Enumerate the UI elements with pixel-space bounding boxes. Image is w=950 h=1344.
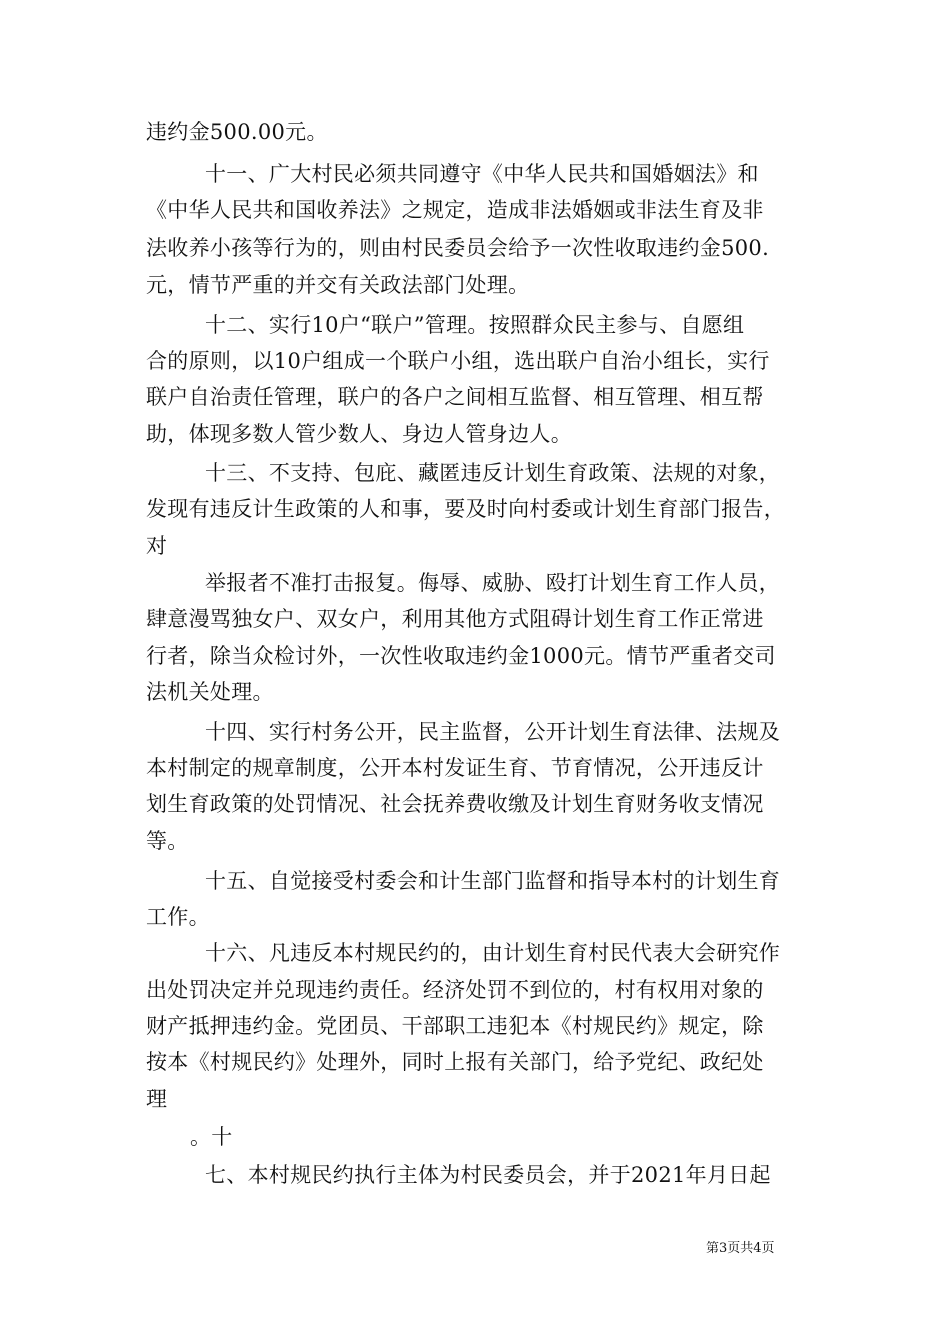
text-line: 十六、凡违反本村规民约的，由计划生育村民代表大会研究作 — [205, 941, 781, 965]
text-line: 十五、自觉接受村委会和计生部门监督和指导本村的计划生育 — [205, 869, 781, 893]
text-line: 合的原则，以10户组成一个联户小组，选出联户自治小组长，实行 — [146, 349, 770, 373]
text-line: 财产抵押违约金。党团员、干部职工违犯本《村规民约》规定，除 — [146, 1014, 764, 1038]
text-line: 本村制定的规章制度，公开本村发证生育、节育情况，公开违反计 — [146, 756, 764, 780]
text-line: 肆意漫骂独女户、双女户，利用其他方式阻碍计划生育工作正常进 — [146, 607, 764, 631]
text-line: 发现有违反计生政策的人和事，要及时向村委或计划生育部门报告， — [146, 497, 785, 521]
page-number: 第3页共4页 — [706, 1241, 775, 1256]
text-line: 工作。 — [146, 905, 210, 929]
text-line: 十二、实行10户“联户”管理。按照群众民主参与、自愿组 — [205, 313, 745, 337]
text-line: 十一、广大村民必须共同遵守《中华人民共和国婚姻法》和 — [205, 162, 759, 186]
text-line: 元，情节严重的并交有关政法部门处理。 — [146, 273, 530, 297]
text-line: 助，体现多数人管少数人、身边人管身边人。 — [146, 422, 572, 446]
text-line: 划生育政策的处罚情况、社会抚养费收缴及计划生育财务收支情况 — [146, 792, 764, 816]
text-line: 十三、不支持、包庇、藏匿违反计划生育政策、法规的对象， — [205, 461, 781, 485]
text-line: 法收养小孩等行为的，则由村民委员会给予一次性收取违约金500. — [146, 236, 770, 260]
text-line: 《中华人民共和国收养法》之规定，造成非法婚姻或非法生育及非 — [146, 198, 764, 222]
text-line: 违约金500.00元。 — [146, 120, 328, 144]
text-line: 法机关处理。 — [146, 680, 274, 704]
text-line: 按本《村规民约》处理外，同时上报有关部门，给予党纪、政纪处 — [146, 1050, 764, 1074]
text-line: 理 — [146, 1087, 168, 1111]
text-line: 等。 — [146, 829, 189, 853]
text-line: 联户自治责任管理，联户的各户之间相互监督、相互管理、相互帮 — [146, 385, 764, 409]
text-line: 对 — [146, 534, 168, 558]
text-line: 举报者不准打击报复。侮辱、威胁、殴打计划生育工作人员， — [205, 571, 781, 595]
text-line: 七、本村规民约执行主体为村民委员会，并于2021年月日起 — [205, 1163, 771, 1187]
text-line: 十四、实行村务公开，民主监督，公开计划生育法律、法规及 — [205, 720, 781, 744]
text-line: 出处罚决定并兑现违约责任。经济处罚不到位的，村有权用对象的 — [146, 978, 764, 1002]
text-line: 行者，除当众检讨外，一次性收取违约金1000元。情节严重者交司 — [146, 644, 776, 668]
text-line: 。十 — [190, 1125, 233, 1149]
